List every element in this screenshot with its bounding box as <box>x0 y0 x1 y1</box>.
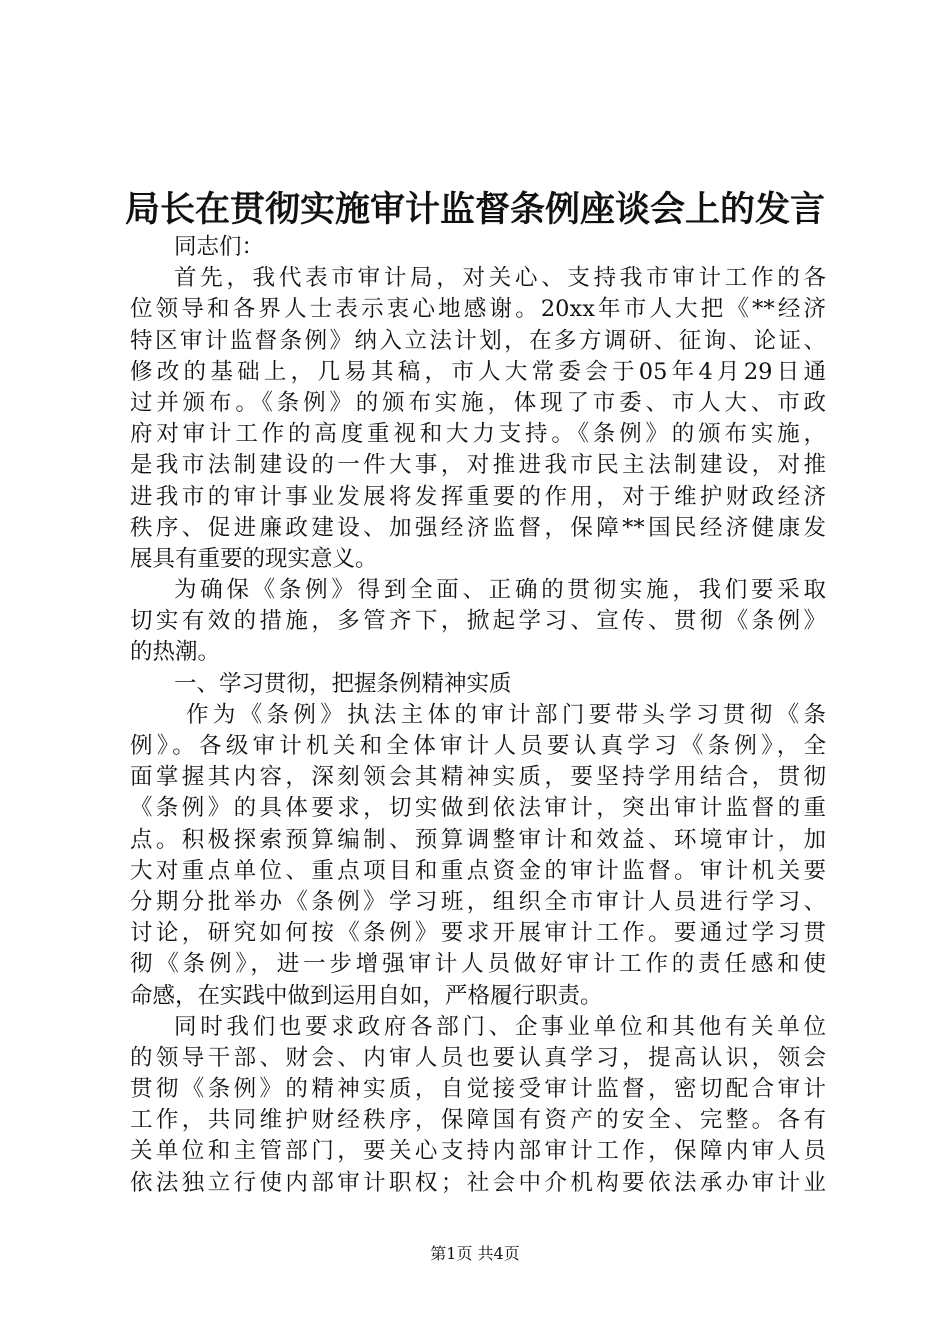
paragraph-1-line-10: 展具有重要的现实意义。 <box>130 545 378 572</box>
paragraph-4-line-2: 的领导干部、财会、内审人员也要认真学习，提高认识，领会 <box>130 1044 826 1071</box>
paragraph-2-line-3: 的热潮。 <box>130 639 221 666</box>
document-body <box>130 232 826 1199</box>
paragraph-3-line-1: 作为《条例》执法主体的审计部门要带头学习贯彻《条 <box>186 701 826 728</box>
paragraph-1-line-3: 特区审计监督条例》纳入立法计划，在多方调研、征询、论证、 <box>130 327 826 354</box>
paragraph-3-line-5: 点。积极探索预算编制、预算调整审计和效益、环境审计，加 <box>130 826 826 853</box>
paragraph-3-line-4: 《条例》的具体要求，切实做到依法审计，突出审计监督的重 <box>130 795 826 822</box>
paragraph-1-line-2: 位领导和各界人士表示衷心地感谢。20xx年市人大把《**经济 <box>130 296 826 323</box>
paragraph-4-line-4: 工作，共同维护财经秩序，保障国有资产的安全、完整。各有 <box>130 1107 826 1134</box>
paragraph-1-line-5: 过并颁布。《条例》的颁布实施，体现了市委、市人大、市政 <box>130 389 826 416</box>
paragraph-4-line-3: 贯彻《条例》的精神实质，自觉接受审计监督，密切配合审计 <box>130 1076 826 1103</box>
paragraph-4-line-6: 依法独立行使内部审计职权；社会中介机构要依法承办审计业 <box>130 1169 826 1196</box>
paragraph-1-line-7: 是我市法制建设的一件大事，对推进我市民主法制建设，对推 <box>130 452 826 479</box>
paragraph-3-line-2: 例》。各级审计机关和全体审计人员要认真学习《条例》，全 <box>130 733 826 759</box>
salutation-line: 同志们： <box>174 234 265 260</box>
paragraph-1-line-4: 修改的基础上，几易其稿，市人大常委会于05年4月29日通 <box>130 358 826 385</box>
page-number-footer: 第1页 共4页 <box>430 1244 520 1263</box>
paragraph-2-line-1: 为确保《条例》得到全面、正确的贯彻实施，我们要采取 <box>174 577 826 604</box>
paragraph-1-line-8: 进我市的审计事业发展将发挥重要的作用，对于维护财政经济 <box>130 483 826 510</box>
paragraph-1-line-1: 首先，我代表市审计局，对关心、支持我市审计工作的各 <box>174 265 826 292</box>
paragraph-3-line-6: 大对重点单位、重点项目和重点资金的审计监督。审计机关要 <box>130 857 826 884</box>
document-title: 局长在贯彻实施审计监督条例座谈会上的发言 <box>124 189 825 230</box>
paragraph-1-line-9: 秩序、促进廉政建设、加强经济监督，保障**国民经济健康发 <box>130 514 826 541</box>
section-heading-1: 一、学习贯彻，把握条例精神实质 <box>174 670 512 697</box>
paragraph-3-line-7: 分期分批举办《条例》学习班，组织全市审计人员进行学习、 <box>130 888 826 915</box>
paragraph-3-line-9: 彻《条例》，进一步增强审计人员做好审计工作的责任感和使 <box>130 951 826 978</box>
paragraph-3-line-8: 讨论，研究如何按《条例》要求开展审计工作。要通过学习贯 <box>130 920 826 947</box>
paragraph-4-line-1: 同时我们也要求政府各部门、企事业单位和其他有关单位 <box>174 1013 826 1040</box>
paragraph-1-line-6: 府对审计工作的高度重视和大力支持。《条例》的颁布实施， <box>130 421 826 448</box>
paragraph-4-line-5: 关单位和主管部门，要关心支持内部审计工作，保障内审人员 <box>130 1138 826 1165</box>
paragraph-3-line-10: 命感，在实践中做到运用自如，严格履行职责。 <box>130 982 603 1009</box>
paragraph-2-line-2: 切实有效的措施，多管齐下，掀起学习、宣传、贯彻《条例》 <box>130 608 826 635</box>
paragraph-3-line-3: 面掌握其内容，深刻领会其精神实质，要坚持学用结合，贯彻 <box>130 764 826 791</box>
